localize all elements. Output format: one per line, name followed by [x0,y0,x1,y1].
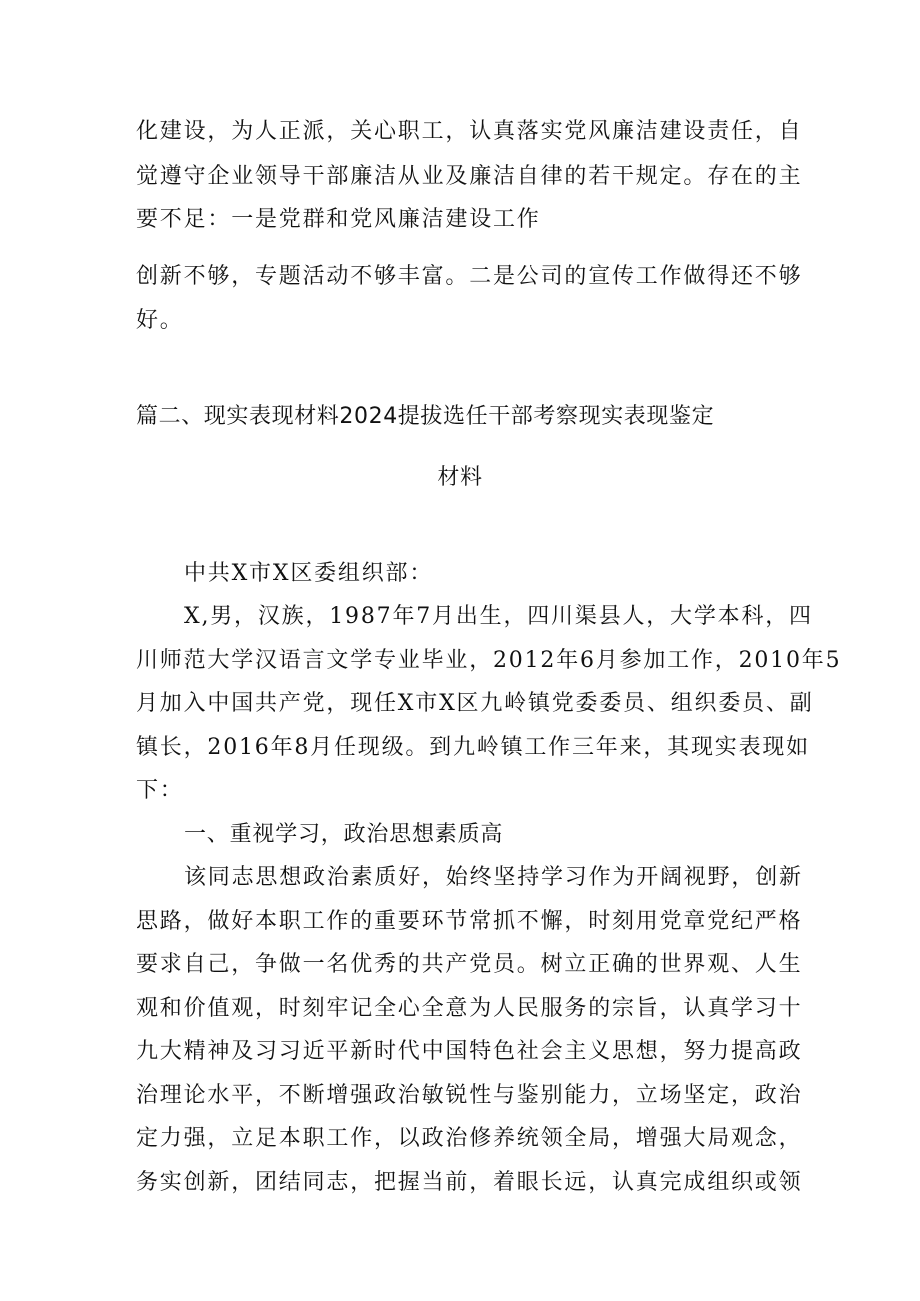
para2-line-8: 务实创新，团结同志，把握当前，着眼长远，认真完成组织或领 [136,1170,803,1195]
para2-line-7: 定力强，立足本职工作，以政治修养统领全局，增强大局观念， [136,1126,803,1151]
para2-line-5: 九大精神及习习近平新时代中国特色社会主义思想，努力提高政 [136,1039,803,1064]
body-line-5: 好。 [136,308,184,333]
section-title-1: 一、重视学习，政治思想素质高 [184,822,504,847]
para1-line-2: 川师范大学汉语言文学专业毕业，2012年6月参加工作，2010年5 [136,648,842,673]
para2-line-2: 思路，做好本职工作的重要环节常抓不懈，时刻用党章党纪严格 [136,909,803,934]
para1-line-1: X,男，汉族，1987年7月出生，四川渠县人，大学本科，四 [184,604,813,629]
body-line-3: 要不足：一是党群和党风廉洁建设工作 [136,207,541,232]
body-line-1: 化建设，为人正派，关心职工，认真落实党风廉洁建设责任，自 [136,119,803,144]
para2-line-1: 该同志思想政治素质好，始终坚持学习作为开阔视野，创新 [184,865,803,890]
para2-line-6: 治理论水平，不断增强政治敏锐性与鉴别能力，立场坚定，政治 [136,1083,803,1108]
para1-line-3: 月加入中国共产党，现任X市X区九岭镇党委委员、组织委员、副 [136,691,814,716]
salutation: 中共X市X区委组织部： [184,561,434,586]
body-line-4: 创新不够，专题活动不够丰富。二是公司的宣传工作做得还不够 [136,264,803,289]
body-line-2: 觉遵守企业领导干部廉洁从业及廉洁自律的若干规定。存在的主 [136,164,803,189]
para1-line-4: 镇长，2016年8月任现级。到九岭镇工作三年来，其现实表现如 [136,735,810,760]
para1-line-5: 下： [136,778,184,803]
article-heading-line-2: 材料 [437,465,483,490]
article-heading-line-1: 篇二、现实表现材料2024提拔选任干部考察现实表现鉴定 [136,404,715,429]
para2-line-3: 要求自己，争做一名优秀的共产党员。树立正确的世界观、人生 [136,952,803,977]
para2-line-4: 观和价值观，时刻牢记全心全意为人民服务的宗旨，认真学习十 [136,996,803,1021]
